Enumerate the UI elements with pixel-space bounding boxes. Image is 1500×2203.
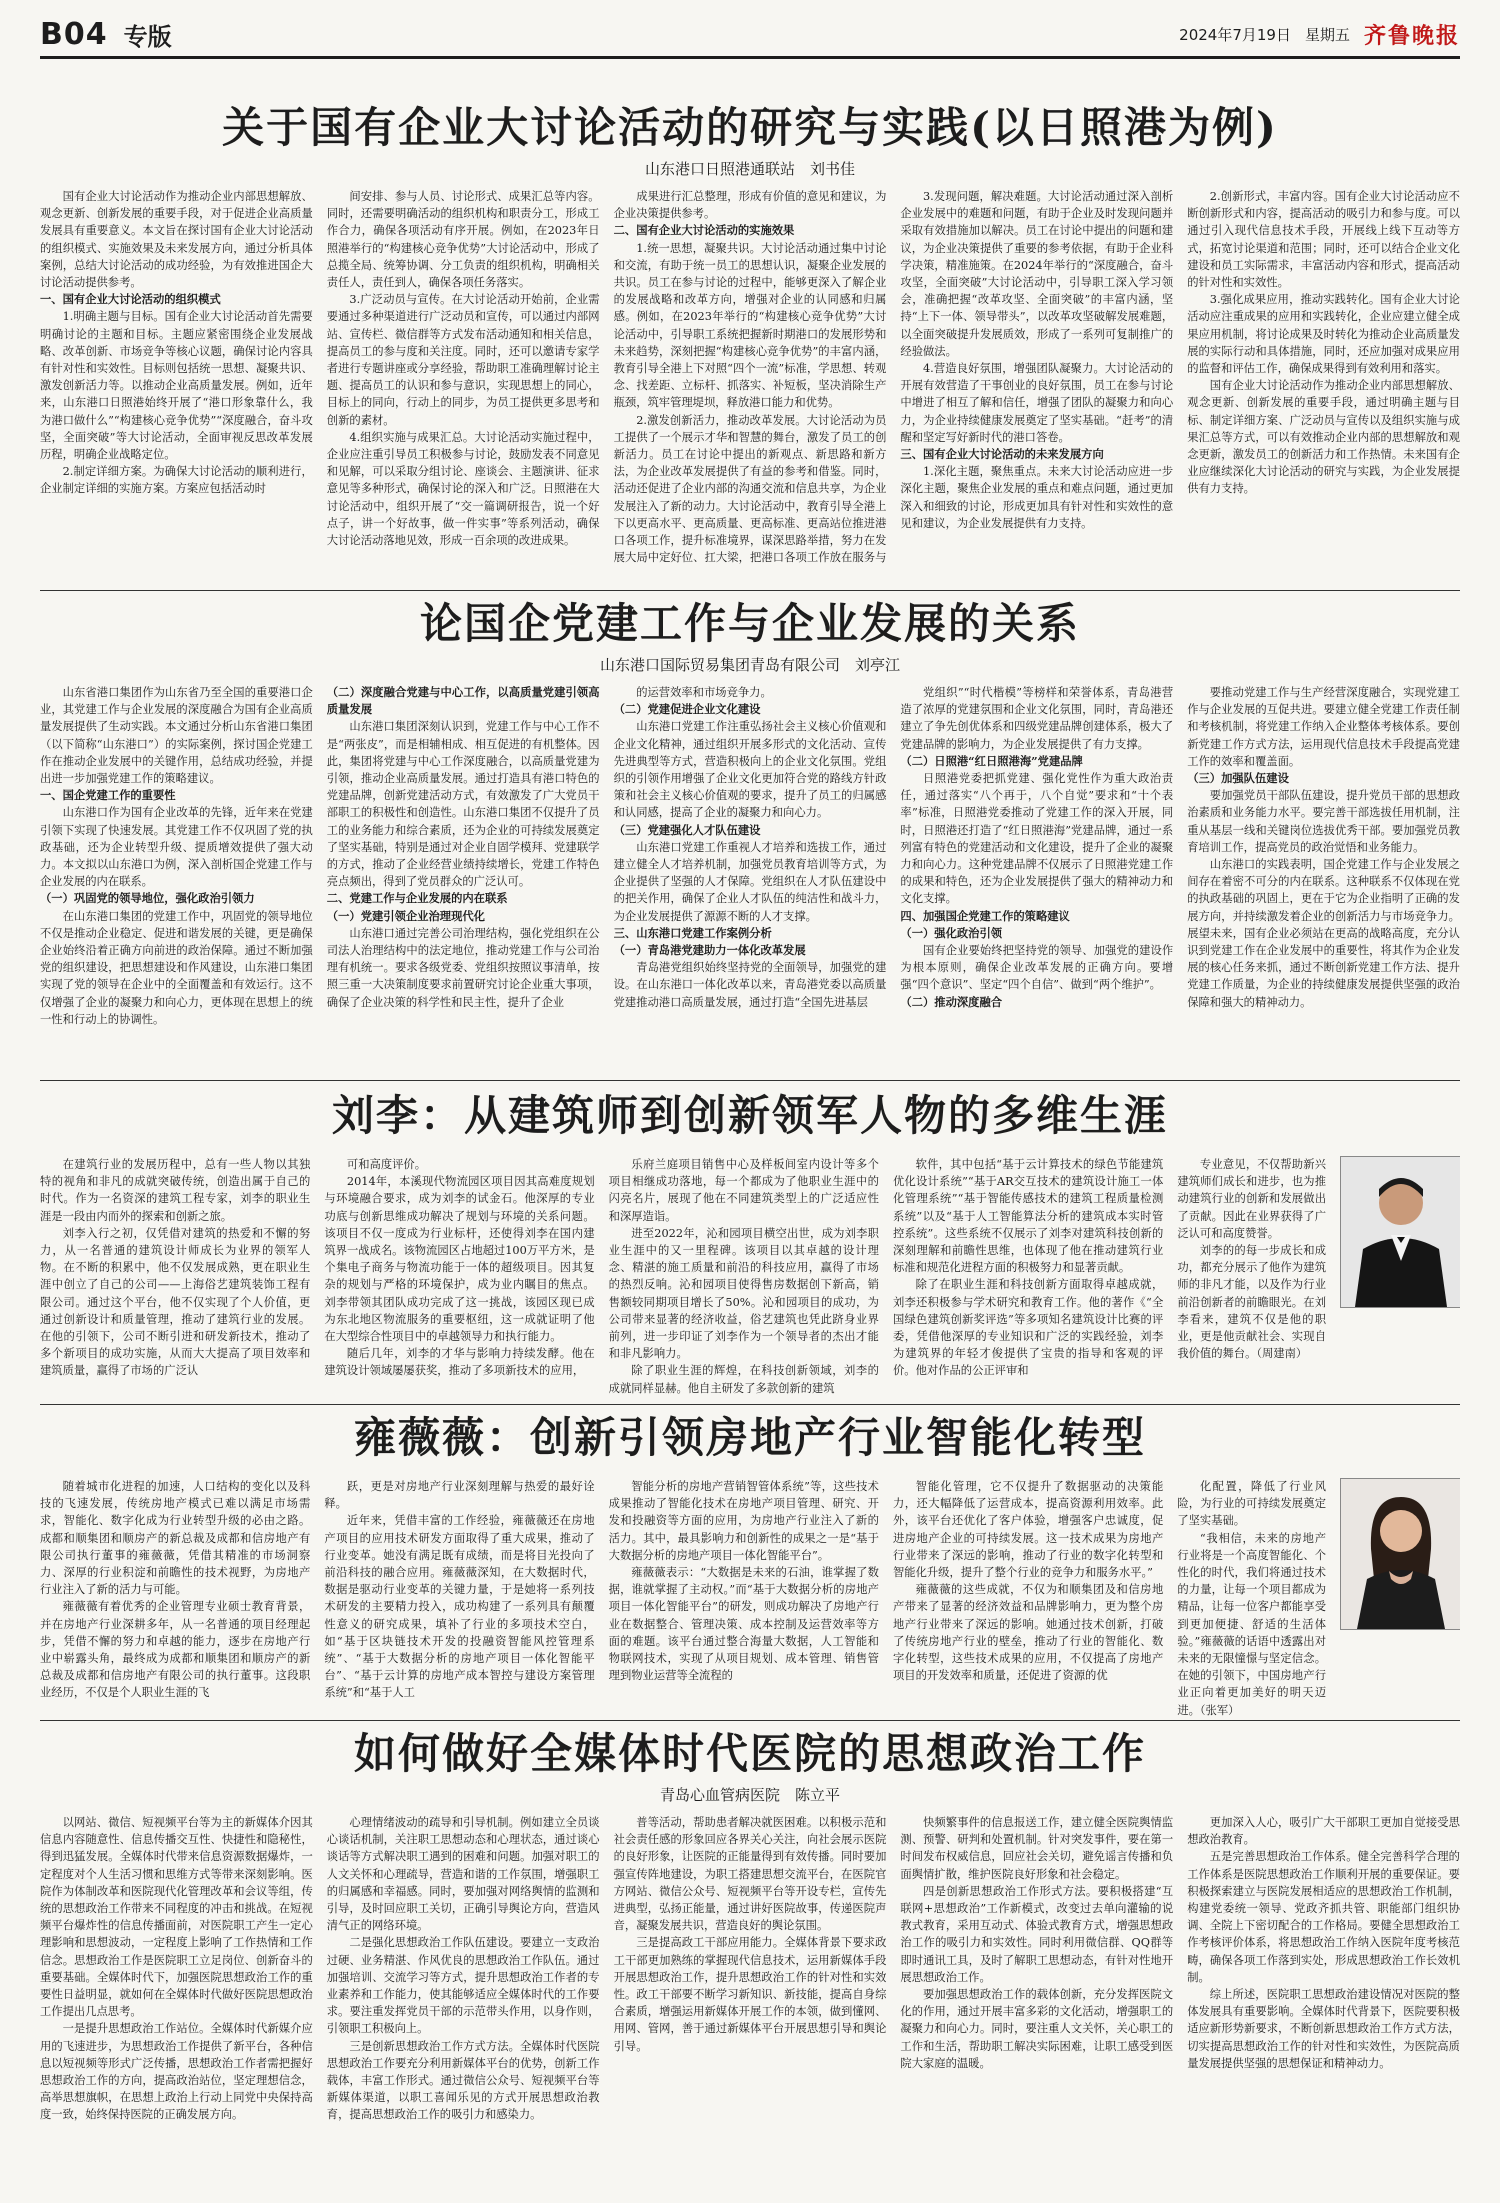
- paragraph: 山东港口通过完善公司治理结构，强化党组织在公司法人治理结构中的法定地位，推动党建工作与公司治理有机统一。要求各级党委、党组织按照议事清单，按照三重一大决策制度要求前置研究讨论企业重大事项，确保了企业决策的科学性和民主性，提升了企业: [326, 926, 600, 1009]
- paragraph: 要加强思想政治工作的载体创新，充分发挥医院文化的作用，通过开展丰富多彩的文化活动，增强职工的凝聚力和向心力。同时，要注重人文关怀，关心职工的工作和生活，帮助职工解决实际困难，让职工感受到医院大家庭的温暖。: [900, 1988, 1174, 2070]
- article-headline: 刘李：从建筑师到创新领军人物的多维生涯: [331, 1091, 1168, 1140]
- paragraph: 除了职业生涯的辉煌，在科技创新领域，刘李的成就同样显赫。他自主研发了多款创新的建筑: [608, 1364, 879, 1395]
- text-column: [327, 684, 600, 1084]
- paragraph: 专业意见，不仅帮助新兴建筑师们成长和进步，也为推动建筑行业的创新和发展做出了贡献。因此在业界获得了广泛认可和高度赞誉。: [1177, 1158, 1326, 1240]
- article-party-building: [40, 596, 1460, 1084]
- paragraph: 3.强化成果应用，推动实践转化。国有企业大讨论活动应注重成果的应用和实践转化，企业应建立健全成果应用机制，将讨论成果及时转化为推动企业高质量发展的实际行动和具体措施，同时，还应加强对成果应用的监督和评估工作，确保成果得到有效利用和落实。: [1187, 293, 1460, 376]
- paragraph: 2.激发创新活力，推动改革发展。大讨论活动为员工提供了一个展示才华和智慧的舞台，激发了员工的创新活力。员工在讨论中提出的新观点、新思路和新方法，为企业改革发展提供了有益的参考和借鉴。同时，活动还促进了企业内部的沟通交流和信息共享，为企业发展注入了新的动力。大讨论活动中，教育引导全港上下以更高水平、更高质量、更高标准、更高站位推进港口各项工作，提升标准境界，谋深思路举措，努力在发展大局中定好位、扛大梁，把港口各项工作放在服务与: [613, 413, 887, 565]
- paragraph: 智能分析的房地产营销智管体系统”等，这些技术成果推动了智能化技术在房地产项目管理、研究、开发和投融资等方面的应用，为房地产行业注入了新的活力。其中，最具影响力和创新性的成果之一是“基于大数据分析的房地产项目一体化智能平台”。: [608, 1480, 879, 1562]
- paragraph: 刘李入行之初，仅凭借对建筑的热爱和不懈的努力，从一名普通的建筑设计师成长为业界的领军人物。在不断的积累中，他不仅发展成熟，更在职业生涯中创立了自己的公司——上海俗艺建筑装饰工程有限公司。通过这个平台，他不仅实现了个人价值，更通过创新设计和质量管理，推动了建筑行业的发展。在他的引领下，公司不断引进和研发新技术，推动了多个新项目的成功实施，从而大大提高了项目效率和建筑质量，赢得了市场的广泛认: [40, 1226, 311, 1378]
- paragraph: 党组织”“时代楷模”等榜样和荣誉体系，青岛港营造了浓厚的党建氛围和企业文化氛围，同时，青岛港还建立了争先创优体系和四级党建品牌创建体系，极大了党建品牌的影响力，为企业发展提供了有力支撑。: [900, 686, 1174, 751]
- paragraph: 山东省港口集团作为山东省乃至全国的重要港口企业，其党建工作与企业发展的深度融合为国有企业高质量发展提供了生动实践。本文通过分析山东省港口集团（以下简称“山东港口”）的实际案例，探讨国企党建工作在推动企业发展中的关键作用，总结成功经验，并提出进一步加强党建工作的策略建议。: [40, 686, 313, 786]
- article-body: [40, 684, 1460, 1084]
- paragraph: 间安排、参与人员、讨论形式、成果汇总等内容。同时，还需要明确活动的组织机构和职责分工，形成工作合力，确保各项活动有序开展。例如，在2023年日照港举行的“构建核心竞争优势”大讨论活动中，形成了总揽全局、统筹协调、分工负责的组织机构，明确相关责任人，责任到人，确保各项任务落实。: [326, 190, 600, 290]
- paragraph: 乐府兰庭项目销售中心及样板间室内设计等多个项目相继成功落地，每一个都成为了他职业生涯中的闪亮名片，展现了他在不同建筑类型上的广泛适应性和深厚造诣。: [608, 1158, 879, 1223]
- text-column: [40, 188, 313, 568]
- paragraph: 的运营效率和市场竞争力。: [636, 686, 772, 699]
- section-subheading: （二）日照港“红日照港海”党建品牌: [900, 753, 1083, 768]
- paragraph: 山东港口作为国有企业改革的先锋，近年来在党建引领下实现了快速发展。其党建工作不仅巩固了党的执政基础，还为企业转型升级、提质增效提供了强大动力。本文拟以山东港口为例，深入剖析国企党建工作与企业发展的内在联系。: [40, 806, 313, 889]
- paragraph: 1.统一思想，凝聚共识。大讨论活动通过集中讨论和交流，有助于统一员工的思想认识，凝聚企业发展的共识。员工在参与讨论的过程中，能够更深入了解企业的发展战略和改革方向，增强对企业的认同感和归属感。例如，在2023年举行的“构建核心竞争优势”大讨论活动中，引导职工系统把握新时期港口的发展形势和未来趋势，深刻把握“构建核心竞争优势”的丰富内涵，教育引导全港上下对照“四个一流”标准，学思想、转观念、找差距、立标杆、抓落实、补短板，坚决消除生产瓶颈，筑牢管理堤坝，释放港口能力和优势。: [613, 241, 887, 410]
- paragraph: 1.明确主题与目标。国有企业大讨论活动首先需要明确讨论的主题和目标。主题应紧密围绕企业发展战略、改革创新、市场竞争等核心议题，确保讨论内容具有针对性和实效性。目标则包括统一思想、凝聚共识、激发创新活力等。以推动企业高质量发展。例如，近年来，山东港口日照港始终开展了“港口形象靠什么，我为港口做什么”“构建核心竞争优势”“深度融合，奋斗攻坚，全面突破”等大讨论活动，全面审视反思改革发展历程，明确企业战略定位。: [40, 310, 313, 462]
- paragraph: 4.组织实施与成果汇总。大讨论活动实施过程中，企业应注重引导员工积极参与讨论，鼓励发表不同意见和见解，可以采取分组讨论、座谈会、主题演讲、征求意见等多种形式，确保讨论的深入和广泛。日照港在大讨论活动中，组织开展了“交一篇调研报告，说一个好点子，讲一个好故事，做一件实事”等系列活动，确保大讨论活动落地见效，形成一百余项的改进成果。: [326, 430, 600, 548]
- section-subheading: 四、加强国企党建工作的策略建议: [900, 908, 1070, 923]
- paragraph: 日照港党委把抓党建、强化党性作为重大政治责任，通过落实“八个再于，八个自觉”要求和“十个表率”标准，日照港党委推动了党建工作的深入开展，同时，日照港还打造了“红日照港海”党建品牌，通过一系列富有特色的党建活动和文化建设，提升了企业的凝聚力和向心力。这种党建品牌不仅展示了日照港党建工作的成果和特色，还为企业发展提供了强大的精神动力和文化支撑。: [900, 772, 1174, 906]
- paragraph: 化配置，降低了行业风险，为行业的可持续发展奠定了坚实基础。: [1177, 1480, 1326, 1528]
- paragraph: 三是创新思想政治工作方式方法。全媒体时代医院思想政治工作要充分利用新媒体平台的优势，创新工作载体，丰富工作形式。通过微信公众号、短视频平台等新媒体渠道，以职工喜闻乐见的方式开展思想政治教育，提高思想政治工作的吸引力和感染力。: [326, 2039, 600, 2122]
- paragraph: 三是提高政工干部应用能力。全媒体背景下要求政工干部更加熟练的掌握现代信息技术，运用新媒体手段开展思想政治工作，提升思想政治工作的针对性和实效性。政工干部要不断学习新知识、新技能，提高自身综合素质，增强运用新媒体开展工作的本领，做到懂网、用网、管网，善于通过新媒体平台开展思想引导和舆论引导。: [613, 1936, 887, 2053]
- article-headline: 如何做好全媒体时代医院的思想政治工作: [353, 1729, 1146, 1778]
- paragraph: 山东港口的实践表明，国企党建工作与企业发展之间存在着密不可分的内在联系。这种联系不仅体现在党的执政基础的巩固上，更在于它为企业指明了正确的发展方向，并持续激发着企业的创新活力与市场竞争力。展望未来，国有企业必须站在更高的战略高度，充分认识到党建工作在企业发展中的重要性，将其作为企业发展的核心任务来抓，通过不断创新党建工作方法、提升党建工作质量，为企业的持续健康发展提供坚强的政治保障和强大的精神动力。: [1187, 858, 1460, 1009]
- paragraph: “我相信，未来的房地产行业将是一个高度智能化、个性化的时代，我们将通过技术的力量，让每一个项目都成为精品，让每一位客户都能享受到更加便捷、舒适的生活体验。”雍薇薇的话语中透露出对未来的无限憧憬与坚定信念。在她的引领下，中国房地产行业正向着更加美好的明天迈进。（张军）: [1177, 1531, 1326, 1717]
- page-masthead: [40, 12, 1460, 59]
- text-column: [614, 188, 887, 568]
- paragraph: 四是创新思想政治工作形式方法。要积极搭建“互联网+思想政治”工作新模式，改变过去单向灌输的说教式教育，采用互动式、体验式教育方式，增强思想政治工作的吸引力和实效性。同时利用微信群、QQ群等即时通讯工具，及时了解职工思想动态，有针对性地开展思想政治工作。: [900, 1884, 1174, 1984]
- paragraph: 2.创新形式，丰富内容。国有企业大讨论活动应不断创新形式和内容，提高活动的吸引力和参与度。可以通过引入现代信息技术手段，开展线上线下互动等方式，拓宽讨论渠道和范围；同时，还可以结合企业文化建设和员工实际需求，丰富活动内容和形式，提高活动的针对性和实效性。: [1187, 190, 1460, 290]
- text-column: [327, 188, 600, 568]
- section-subheading: 一、国企党建工作的重要性: [40, 788, 176, 803]
- paragraph: 雍薇薇有着优秀的企业管理专业硕士教育背景，并在房地产行业深耕多年，从一名普通的项目经理起步，凭借不懈的努力和卓越的能力，逐步在房地产行业中崭露头角，最终成为成都和顺集团和顺房产的新总裁及成都和信房地产有限公司的执行董事。这段职业经历，不仅是个人职业生涯的飞: [40, 1600, 311, 1700]
- liu-li-portrait-photo: [1340, 1156, 1460, 1308]
- paragraph: 智能化管理，它不仅提升了数据驱动的决策能力，还大幅降低了运营成本，提高资源利用效率。此外，该平台还优化了客户体验，增强客户忠诚度，促进房地产企业的可持续发展。这一技术成果为房地产行业带来了深远的影响，推动了行业的数字化转型和智能化升级，提升了整个行业的竞争力和服务水平。”: [892, 1480, 1164, 1580]
- section-subheading: （二）深度融合党建与中心工作，以高质量党建引领高质量发展: [326, 685, 600, 717]
- text-column: [614, 684, 887, 1084]
- section-subheading: （一）巩固党的领导地位，强化政治引领力: [40, 891, 255, 906]
- paragraph: 心理情绪波动的疏导和引导机制。例如建立全员谈心谈话机制，关注职工思想动态和心理状态，通过谈心谈话等方式解决职工遇到的困难和问题。加强对职工的人文关怀和心理疏导，营造和谐的工作氛围，增强职工的归属感和幸福感。同时，要加强对网络舆情的监测和引导，及时回应职工关切，正确引导舆论方向，营造风清气正的网络环境。: [326, 1816, 600, 1933]
- paragraph: 随后几年，刘李的才华与影响力持续发酵。他在建筑设计领域屡屡获奖，推动了多项新技术的应用，: [324, 1347, 595, 1378]
- article-soe-discussion: [40, 100, 1460, 568]
- article-byline: 山东港口日照港通联站 刘书佳: [644, 160, 855, 178]
- paragraph: 山东港口集团深刻认识到，党建工作与中心工作不是“两张皮”，而是相辅相成、相互促进的有机整体。因此，集团将党建与中心工作深度融合，以高质量党建为引领，推动企业高质量发展。通过打造具有港口特色的党建品牌，创新党建活动方式，有效激发了广大党员干部职工的积极性和创造性。山东港口集团不仅提升了员工的业务能力和综合素质，还为企业的可持续发展奠定了坚实基础，特别是通过对企业自固学模拜、党建联学的方式，推动了企业经营业绩持续增长，党建工作特色亮点频出，得到了党员群众的广泛认可。: [326, 720, 600, 889]
- text-column: [40, 684, 313, 1084]
- paragraph: 随着城市化进程的加速，人口结构的变化以及科技的飞速发展，传统房地产模式已难以满足市场需求，智能化、数字化成为行业转型升级的必由之路。成都和顺集团和顺房产的新总裁及成都和信房地产有限公司执行董事的雍薇薇，凭借其精准的市场洞察力、深厚的行业积淀和前瞻性的技术视野，为房地产行业注入了新的活力与可能。: [40, 1480, 311, 1597]
- article-headline: 关于国有企业大讨论活动的研究与实践(以日照港为例): [222, 103, 1278, 152]
- text-column: [900, 188, 1173, 568]
- article-byline: 青岛心血管病医院 陈立平: [659, 1786, 840, 1804]
- section-subheading: （一）青岛港党建助力一体化改革发展: [613, 943, 806, 958]
- text-column: [1187, 1814, 1460, 2196]
- text-column: [40, 1814, 313, 2196]
- paragraph: 3.广泛动员与宣传。在大讨论活动开始前，企业需要通过多种渠道进行广泛动员和宣传，可以通过内部网站、宣传栏、微信群等方式发布活动通知和相关信息，提高员工的参与度和关注度。同时，还可以邀请专家学者进行专题讲座或分享经验，帮助职工准确理解讨论主题、提高员工的认识和参与意识，实现思想上的同心，目标上的同向，行动上的同步，为员工提供更多思考和创新的素材。: [326, 293, 600, 427]
- paragraph: 3.发现问题，解决难题。大讨论活动通过深入剖析企业发展中的难题和问题，有助于企业及时发现问题并采取有效措施加以解决。员工在讨论中提出的问题和建议，为企业决策提供了重要的参考依据，有助于企业科学决策，精准施策。在2024年举行的“深度融合，奋斗攻坚，全面突破”大讨论活动中，引导职工深入学习领会，准确把握“改革攻坚、全面突破”的丰富内涵，坚持“上下一体、领导带头”，以改革攻坚破解发展难题，以全面突破提升发展质效，形成了一系列可复制推广的经验做法。: [900, 190, 1174, 358]
- text-column: [900, 684, 1173, 1084]
- paragraph: 山东港口党建工作注重弘扬社会主义核心价值观和企业文化精神，通过组织开展多形式的文化活动、宣传先进典型等方式，营造积极向上的企业文化氛围。党组织的引领作用增强了企业文化更加符合党的路线方针政策和社会主义核心价值观的要求，提升了员工的归属感和认同感，提高了企业的凝聚力和向心力。: [613, 720, 887, 820]
- paragraph: 要推动党建工作与生产经营深度融合，实现党建工作与企业发展的互促共进。要建立健全党建工作责任制和考核机制，将党建工作纳入企业整体考核体系。要创新党建工作方式方法，运用现代信息技术手段提高党建工作的效率和覆盖面。: [1187, 686, 1460, 768]
- paragraph: 软件，其中包括“基于云计算技术的绿色节能建筑优化设计系统”“基于AR交互技术的建筑设计施工一体化管理系统”“基于智能传感技术的建筑工程质量检测系统”以及“基于人工智能算法分析的建筑成本实时管控系统”。这些系统不仅展示了刘李对建筑科技创新的深刻理解和前瞻性思维，也体现了他在推动建筑行业标准和规范化进程方面的积极努力和显著贡献。: [892, 1158, 1164, 1275]
- paragraph: 要加强党员干部队伍建设，提升党员干部的思想政治素质和业务能力水平。要完善干部选拔任用机制，注重从基层一线和关键岗位选拔优秀干部。要加强党员教育培训工作，提高党员的政治觉悟和业务能力。: [1187, 789, 1460, 854]
- issue-weekday: 星期五: [1304, 25, 1350, 44]
- section-subheading: （一）党建引领企业治理现代化: [326, 908, 485, 923]
- section-divider: [40, 1080, 1460, 1081]
- article-headline: 雍薇薇：创新引领房地产行业智能化转型: [353, 1413, 1146, 1462]
- section-subheading: （一）强化政治引领: [900, 925, 1003, 940]
- paragraph: 雍薇薇的这些成就，不仅为和顺集团及和信房地产带来了显著的经济效益和品牌影响力，更为整个房地产行业带来了深远的影响。她通过技术创新，打破了传统房地产行业的壁垒，推动了行业的智能化、数字化转型，这些技术成果的应用，不仅提高了房地产项目的开发效率和质量，还促进了资源的优: [892, 1583, 1164, 1683]
- paragraph: 在建筑行业的发展历程中，总有一些人物以其独特的视角和非凡的成就突破传统，创造出属于自己的时代。作为一名资深的建筑工程专家，刘李的职业生涯是一段由内而外的探索和创新之旅。: [40, 1158, 311, 1223]
- paragraph: 快频繁事件的信息报送工作，建立健全医院舆情监测、预警、研判和处置机制。针对突发事件，要在第一时间发布权威信息，回应社会关切，避免谣言传播和负面舆情扩散，维护医院良好形象和社会稳定。: [900, 1816, 1174, 1881]
- newspaper-logo: 齐鲁晚报: [1363, 22, 1460, 49]
- paragraph: 综上所述，医院职工思想政治建设情况对医院的整体发展具有重要影响。全媒体时代背景下，医院要积极适应新形势新要求，不断创新思想政治工作方式方法，切实提高思想政治工作的针对性和实效性，为医院高质量发展提供坚强的思想保证和精神动力。: [1187, 1988, 1460, 2070]
- paragraph: 近年来，凭借丰富的工作经验，雍薇薇还在房地产项目的应用技术研发方面取得了重大成果，推动了行业变革。她没有满足既有成绩，而是将目光投向了前沿科技的融合应用。雍薇薇深知，在大数据时代，数据是驱动行业变革的关键力量，于是她将一系列技术研发的主要精力投入，成功构建了一系列具有颠覆性意义的研究成果，填补了行业的多项技术空白，如“基于区块链技术开发的投融资智能风控管理系统”、“基于大数据分析的房地产项目一体化智能平台”、“基于云计算的房地产成本智控与建设方案管理系统”和“基于人工: [324, 1514, 595, 1700]
- article-hospital-political-work: [40, 1726, 1460, 2196]
- paragraph: 更加深入人心，吸引广大干部职工更加自觉接受思想政治教育。: [1187, 1816, 1460, 1847]
- yong-weiwei-portrait-photo: [1340, 1478, 1460, 1630]
- text-column: [1187, 684, 1460, 1084]
- issue-date: 2024年7月19日: [1179, 25, 1291, 44]
- section-subheading: 三、国有企业大讨论活动的未来发展方向: [900, 447, 1104, 462]
- paragraph: 青岛港党组织始终坚持党的全面领导，加强党的建设。在山东港口一体化改革以来，青岛港党委以高质量党建推动港口高质量发展，通过打造“全国先进基层: [613, 961, 887, 1009]
- paragraph: 可和高度评价。: [346, 1158, 427, 1171]
- paragraph: 山东港口党建工作重视人才培养和选拔工作，通过建立健全人才培养机制，加强党员教育培训等方式，为企业提供了坚强的人才保障。党组织在人才队伍建设中的把关作用，确保了企业人才队伍的纯洁性和战斗力，为企业发展提供了源源不断的人才支撑。: [613, 840, 887, 923]
- paragraph: 国有企业大讨论活动作为推动企业内部思想解放、观念更新、创新发展的重要手段，通过明确主题与目标、制定详细方案、广泛动员与宣传以及组织实施与成果汇总等方式，可以有效推动企业内部的思想解放和观念更新，激发员工的创新活力和工作热情。未来国有企业应继续深化大讨论活动的研究与实践，为企业发展提供有力支持。: [1187, 379, 1460, 496]
- article-body: [40, 188, 1460, 568]
- page-number: B04: [40, 16, 108, 52]
- paragraph: 2.制定详细方案。为确保大讨论活动的顺利进行，企业制定详细的实施方案。方案应包括活动时: [40, 465, 313, 496]
- paragraph: 在山东港口集团的党建工作中，巩固党的领导地位不仅是推动企业稳定、促进和谐发展的关键，更是确保企业始终沿着正确方向前进的政治保障。通过不断加强党的组织建设，把思想建设和作风建设，山东港口集团实现了党的领导在企业中的全面覆盖和有效运行。这不仅增强了企业的凝聚力和向心力，更体现在思想上的统一性和行动上的协调性。: [40, 909, 313, 1026]
- article-headline: 论国企党建工作与企业发展的关系: [419, 599, 1080, 648]
- section-divider: [40, 1404, 1460, 1405]
- section-subheading: （二）推动深度融合: [900, 994, 1003, 1009]
- paragraph: 国有企业大讨论活动作为推动企业内部思想解放、观念更新、创新发展的重要手段，对于促进企业高质量发展具有重要意义。本文旨在探讨国有企业大讨论活动的组织模式、实施效果及未来发展方向，通过分析具体案例，总结大讨论活动的成功经验，为有效推进国企大讨论活动提供参考。: [40, 190, 313, 290]
- article-byline: 山东港口国际贸易集团青岛有限公司 刘亭江: [599, 656, 900, 674]
- paragraph: 二是强化思想政治工作队伍建设。要建立一支政治过硬、业务精湛、作风优良的思想政治工作队伍。通过加强培训、交流学习等方式，提升思想政治工作者的专业素养和工作能力，使其能够适应全媒体时代的工作要求。要注重发挥党员干部的示范带头作用，以身作则，引领职工积极向上。: [326, 1936, 600, 2036]
- article-body: [40, 1814, 1460, 2196]
- paragraph: 1.深化主题，聚焦重点。未来大讨论活动应进一步深化主题，聚焦企业发展的重点和难点问题，通过更加深入和细致的讨论，形成更加具有针对性和实效性的意见和建议，为企业发展提供有力支持。: [900, 465, 1174, 530]
- section-subheading: （二）党建促进企业文化建设: [613, 702, 761, 717]
- text-column: [614, 1814, 887, 2196]
- section-subheading: （三）党建强化人才队伍建设: [613, 822, 761, 837]
- text-column: [1187, 188, 1460, 568]
- paragraph: 普等活动，帮助患者解决就医困难。以积极示范和社会责任感的形象回应各界关心关注，向社会展示医院的良好形象，让医院的正能量得到有效传播。同时要加强宣传阵地建设，为职工搭建思想交流平台，在医院官方网站、微信公众号、短视频平台等开设专栏，宣传先进典型，弘扬正能量，通过讲好医院故事，传递医院声音，凝聚发展共识，营造良好的舆论氛围。: [613, 1816, 887, 1933]
- section-subheading: 三、山东港口党建工作案例分析: [613, 925, 772, 940]
- paragraph: 进至2022年，沁和园项目横空出世，成为刘李职业生涯中的又一里程碑。该项目以其卓越的设计理念、精湛的施工质量和前沿的科技应用，赢得了市场的热烈反响。沁和园项目使得售房数据创下新高，销售额较同期项目增长了50%。沁和园项目的成功，为公司带来显著的经济收益，俗艺建筑也凭此跻身业界前列，进一步印证了刘李作为一个领导者的杰出才能和非凡影响力。: [608, 1226, 879, 1361]
- paragraph: 4.营造良好氛围，增强团队凝聚力。大讨论活动的开展有效营造了干事创业的良好氛围，员工在参与讨论中增进了相互了解和信任，增强了团队的凝聚力和向心力，为企业持续健康发展奠定了坚实基础。“赶考”的清醒和坚定写好新时代的港口答卷。: [900, 362, 1174, 444]
- section-subheading: 二、党建工作与企业发展的内在联系: [326, 891, 508, 906]
- text-column: [900, 1814, 1173, 2196]
- paragraph: 跃，更是对房地产行业深刻理解与热爱的最好诠释。: [324, 1480, 595, 1511]
- paragraph: 成果进行汇总整理，形成有价值的意见和建议，为企业决策提供参考。: [613, 190, 887, 221]
- article-liu-li-profile: [40, 1088, 1460, 1454]
- paragraph: 以网站、微信、短视频平台等为主的新媒体介因其信息内容随意性、信息传播交互性、快捷性和隐秘性，得到迅猛发展。全媒体时代带来信息资源数据爆炸，一定程度对个人生活习惯和思维方式等带来深刻影响。医院作为体制改革和医院现代化管理改革和会议等组，传统的思想政治工作带来不同程度的冲击和挑战。在短视频平台爆炸性的信息传播面前，对医院职工产生一定心理影响和思想波动，一定程度上影响了工作热情和工作信念。思想政治工作是医院职工立足岗位、创新奋斗的重要基础。全媒体时代下，加强医院思想政治工作的重要性日益明显，就如何在全媒体时代做好医院思想政治工作提出几点思考。: [40, 1816, 313, 2019]
- section-divider: [40, 590, 1460, 591]
- section-divider: [40, 1720, 1460, 1721]
- section-subheading: 二、国有企业大讨论活动的实施效果: [613, 223, 795, 238]
- paragraph: 一是提升思想政治工作站位。全媒体时代新媒介应用的飞速进步，为思想政治工作提供了新平台，各种信息以短视频等形式广泛传播，思想政治工作者需把握好思想政治工作的方向，提高政治站位，坚定理想信念，高举思想旗帜，在思想上政治上行动上同党中央保持高度一致，始终保持医院的正确发展方向。: [40, 2022, 313, 2122]
- section-subheading: （三）加强队伍建设: [1187, 771, 1289, 786]
- paragraph: 雍薇薇表示：“大数据是未来的石油，谁掌握了数据，谁就掌握了主动权。”而“基于大数据分析的房地产项目一体化智能平台”的研发，则成功解决了房地产行业在数据整合、管理决策、成本控制及运营效率等方面的难题。该平台通过整合海量大数据，人工智能和物联网技术，实现了从项目规划、成本管理、销售管理到物业运营等全流程的: [608, 1566, 879, 1683]
- section-name: 专版: [123, 22, 172, 51]
- paragraph: 五是完善思想政治工作体系。健全完善科学合理的工作体系是医院思想政治工作顺利开展的重要保证。要积极探索建立与医院发展相适应的思想政治工作机制，构建党委统一领导、党政齐抓共管、职能部门组织协调、全院上下密切配合的工作格局。要健全思想政治工作考核评价体系，将思想政治工作纳入医院年度考核范畴，确保各项工作落到实处，形成思想政治工作长效机制。: [1187, 1850, 1460, 1984]
- paragraph: 除了在职业生涯和科技创新方面取得卓越成就，刘李还积极参与学术研究和教育工作。他的著作《“全国绿色建筑创新奖评选”等多项知名建筑设计比赛的评委，凭借他深厚的专业知识和广泛的实践经验，刘李为建筑界的年轻才俊提供了宝贵的指导和客观的评价。他对作品的公正评审和: [892, 1278, 1164, 1378]
- paragraph: 国有企业要始终把坚持党的领导、加强党的建设作为根本原则，确保企业改革发展的正确方向。要增强“四个意识”、坚定“四个自信”、做到“两个维护”。: [900, 944, 1174, 992]
- paragraph: 2014年，本溪现代物流园区项目因其高难度规划与环境融合要求，成为刘李的试金石。他深厚的专业功底与创新思维成功解决了规划与环境的关系问题。该项目不仅一度成为行业标杆，还使得刘李在国内建筑界一战成名。该物流园区占地超过100万平方米，是个集电子商务与物流功能于一体的超级项目。因其复杂的规划与严格的环境保护，成为业内瞩目的焦点。刘李带领其团队成功完成了这一挑战，该园区现已成为东北地区物流服务的重要枢纽，这一成就证明了他在大型综合性项目中的卓越领导力和执行能力。: [324, 1175, 595, 1344]
- paragraph: 刘李的的每一步成长和成功，都充分展示了他作为建筑师的非凡才能，以及作为行业前沿创新者的前瞻眼光。在刘李看来，建筑不仅是他的职业，更是他贡献社会、实现自我价值的舞台。（周建南）: [1177, 1244, 1326, 1361]
- section-subheading: 一、国有企业大讨论活动的组织模式: [40, 292, 221, 307]
- text-column: [327, 1814, 600, 2196]
